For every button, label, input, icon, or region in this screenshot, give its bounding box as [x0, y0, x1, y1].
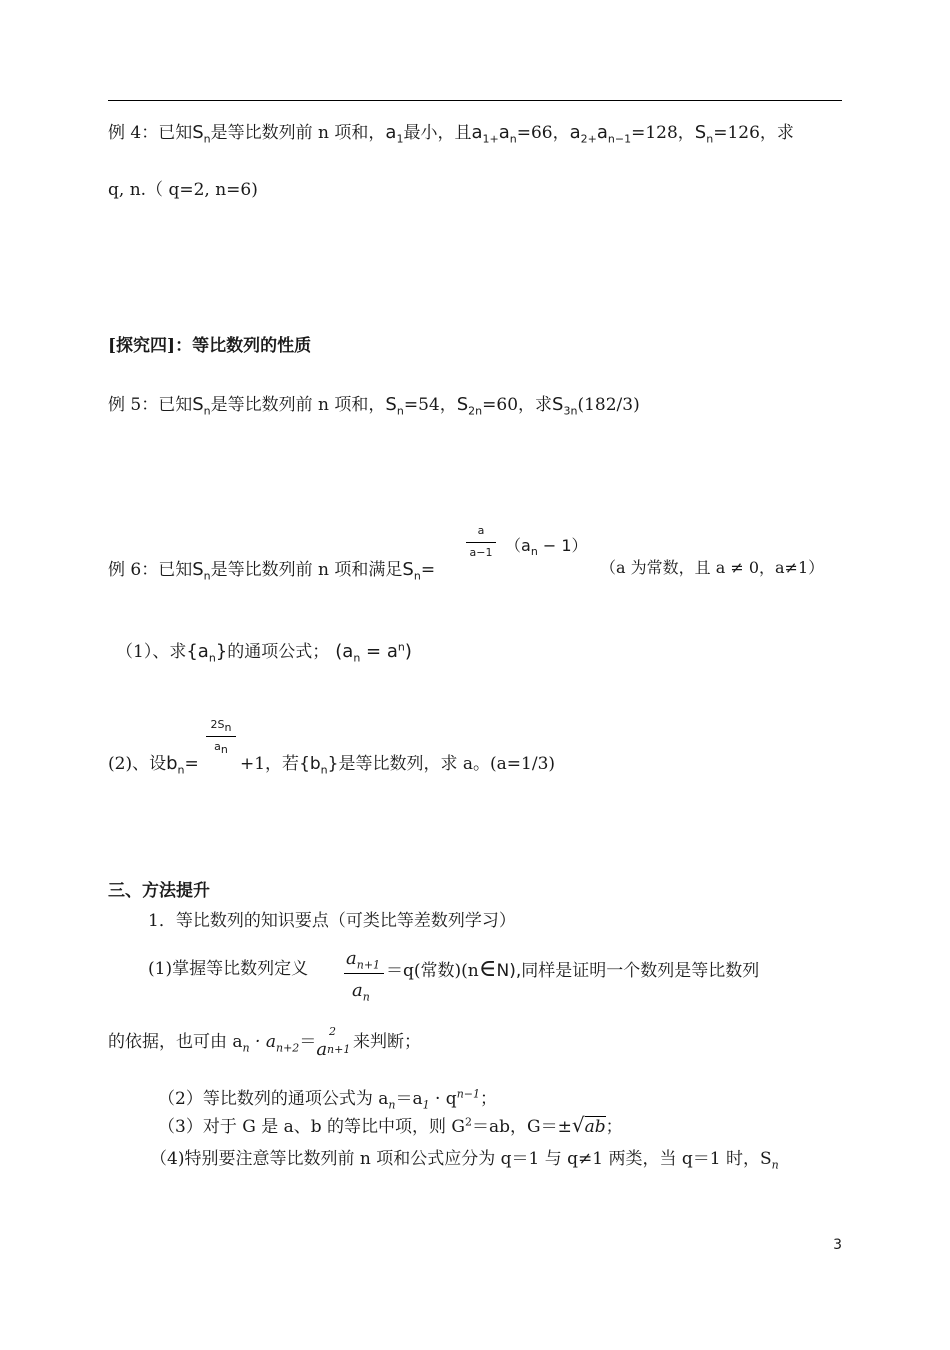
example-4-line-1: 例 4：已知$S_n$是等比数列前 n 项和，$a_1$最小，且$a_{1+}a_n=66$，$a_{2+}a_{n-1}=128$，$S_n=126$，求: [108, 122, 794, 146]
header-rule: [108, 100, 842, 101]
section-3-title: 三、方法提升: [108, 881, 210, 901]
p1-fraction-numerator: $a_{n+1}$: [346, 948, 381, 972]
ex6-question-2-end: +1，若$\{b_n\}$是等比数列，求 a。(a=1/3): [240, 754, 556, 777]
ex6-fraction-bar: [466, 542, 496, 543]
method-point-4: （4)特别要注意等比数列前 n 项和公式应分为 q＝1 与 q≠1 两类，当 q＝1 时，$S_n$: [150, 1149, 779, 1172]
ex6-q2-fraction-denominator: $a_n$: [214, 740, 228, 757]
example-5: 例 5：已知$S_n$是等比数列前 n 项和，$S_n=54$，$S_{2n}=60$，求$S_{3n}(182/3)$: [108, 394, 640, 418]
method-point-1-line-1: (1)掌握等比数列定义: [148, 959, 309, 979]
sqrt-sign: √: [571, 1113, 585, 1137]
p1-fraction-denominator: $a_n$: [352, 980, 370, 1004]
section-4-title: [探究四]：等比数列的性质: [108, 336, 312, 356]
ex6-question-2-start: (2)、设$b_n=$: [108, 753, 199, 777]
ex6-fraction-numerator: a: [477, 524, 485, 537]
method-point-1-line-1-end: ＝q(常数)(n∈N),同样是证明一个数列是等比数列: [386, 954, 760, 982]
ex6-q2-fraction-numerator: $2S_n$: [210, 718, 232, 735]
ex6-condition: （a 为常数，且 a ≠ 0，a≠1）: [600, 558, 825, 577]
p1-fraction-bar: [344, 973, 384, 974]
ex6-q2-fraction-bar: [206, 736, 236, 737]
example-4-line-2: q, n.（ q=2, n=6): [108, 180, 258, 200]
method-point-2: （2）等比数列的通项公式为 $a_n=a_1 \cdot q^{n-1}$；: [158, 1087, 497, 1112]
page-number: 3: [833, 1237, 842, 1253]
example-6-statement: 例 6：已知$S_n$是等比数列前 n 项和满足$S_n=$: [108, 559, 436, 583]
method-item-1: 1．等比数列的知识要点（可类比等差数列学习）: [148, 911, 516, 931]
method-point-1-line-2: 的依据，也可由 $a_n \cdot a_{n+2}=a$ 2 n+1 来判断；: [108, 1025, 422, 1060]
ex6-fraction-denominator: a−1: [469, 546, 493, 559]
ex6-question-1: （1）、求$\{a_n\}$的通项公式； $(a_n = a^n)$: [116, 640, 412, 665]
ex6-paren-expression: $(a_n - 1)$: [505, 536, 588, 559]
method-point-3: （3）对于 G 是 a、b 的等比中项，则 $G^2=ab$，G＝±√ab；: [158, 1113, 623, 1137]
